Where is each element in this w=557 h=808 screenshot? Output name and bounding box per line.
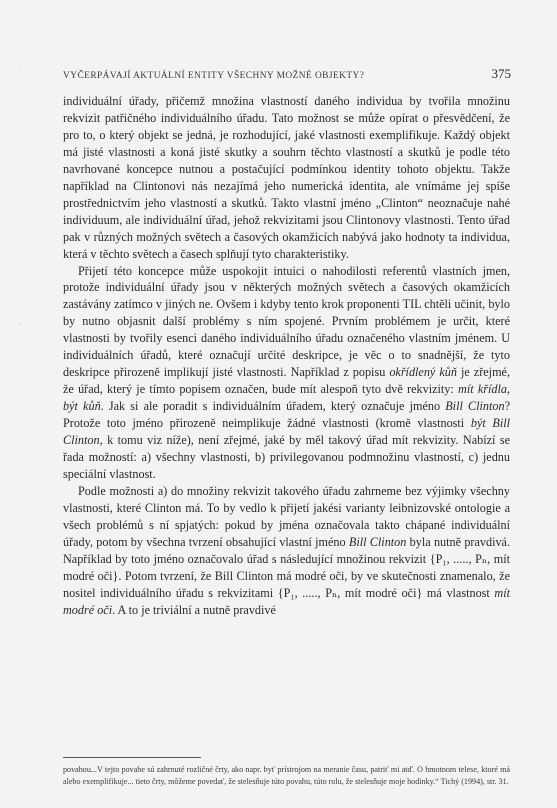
italic-phrase: Bill Clinton (445, 399, 505, 414)
paragraph (63, 93, 510, 263)
text-run: Přijetí této koncepce může uspokojit intuici o nahodilosti referentů vlastních jmen, protože individuální úřady jsou v některých možných světech a časových okamžicích zastávány zatímco v jiných ne. Ovšem i kdyby tento krok proponenti TIL chtěli učinit, bylo by nutno objasnit další problémy s ním spojené. Prvním problémem je určit, které vlastnosti by tvořily esenci daného individuálního úřadu označeného vlastním jménem. U individuálních úřadů, které označují určité deskripce, je věc o to snadnější, že tyto deskripce přirozeně implikují jisté vlastnosti. Například z popisu (63, 263, 510, 380)
text-run: Podle možnosti a) do množiny rekvizit takového úřadu zahrneme bez výjimky všechny vlastnosti, které Clinton má. To by vedlo k přijetí jakési varianty leibnizovské ontologie a všech problémů s ní spjatých: pokud by jména označovala takto chápané individuální úřady, potom by všechna tvrzení obsahující vlastní jméno (63, 483, 510, 549)
margin-mark: · (18, 320, 21, 330)
italic-phrase: být Bill Clinton (63, 416, 510, 448)
italic-phrase: Bill Clinton (348, 534, 407, 549)
italic-phrase: okřídlený kůň (389, 365, 457, 380)
body-text (63, 93, 510, 619)
text-run: je zřejmé, že úřad, který je tímto popisem označen, bude mít alespoň tyto dvě rekvizity: (63, 365, 511, 397)
text-run: byla nutně pravdivá. Například by toto jméno označovalo úřad s následující množinou rekvizit {P₁, ....., Pₙ, mít modré oči}. Potom tvrzení, že Bill Clinton má modré oči, by ve skutečnosti znamenalo, že nositel individuálního úřadu s rekvizitami {P₁, ....., Pₙ, mít modré oči} má vlastnost (63, 534, 511, 600)
italic-phrase: mít křídla, být kůň (63, 382, 510, 414)
page-header (63, 66, 511, 82)
footnote-text: povahou...V tejto povahe sú zahrnuté rozličné črty, ako napr. byť prístrojom na meranie času, patriť mi atď. O hmotnom telese, ktoré má alebo exemplifikuje... tieto črty, môžeme povedať, že stelesňuje túto povahu, túto rolu, že stelesňuje moje hodinky.“ Tichý (1994), str. 31. (63, 765, 510, 786)
italic-phrase: mít modré oči (63, 585, 510, 617)
text-run: ? Protože toto jméno přirozeně neimplikuje žádné vlastnosti (kromě vlastnosti (63, 399, 510, 431)
paragraph (63, 483, 510, 619)
margin-mark: · (18, 66, 21, 76)
running-title: VYČERPÁVAJÍ AKTUÁLNÍ ENTITY VŠECHNY MOŽNÉ OBJEKTY? (63, 71, 365, 81)
text-run: , k tomu viz níže), není zřejmé, jaké by měl takový úřad mít rekvizity. Nabízí se řada možností: a) všechny vlastnosti, b) privilegovanou podmnožinu vlastností, c) jednu speciální vlastnost. (63, 433, 510, 481)
page-number: 375 (491, 66, 511, 81)
text-run: . Jak si ale poradit s individuálním úřadem, který označuje jméno (100, 399, 446, 414)
footnote-rule (63, 757, 201, 758)
paragraph (63, 263, 510, 483)
text-run: . A to je triviální a nutně pravdivé (112, 602, 276, 617)
text-run: individuální úřady, přičemž množina vlastností daného individua by tvořila množinu rekvizit patřičného individuálního úřadu. Tato možnost se může opírat o přesvědčení, že pro to, o který objekt se jedná, je rozhodující, jaké vlastnosti exemplifikuje. Každý objekt má jisté vlastnosti a koná jisté skutky a souhrn těchto vlastností a skutků je podle této navrhované koncepce nutnou a postačující podmínkou identity tohoto objektu. Takže například na Clintonovi nás nezajímá jeho numerická identita, ale vnímáme jej spíše prostřednictvím jeho vlastností a skutků. Takto vlastní jméno „Clinton“ neoznačuje nahé individuum, ale individuální úřad, jehož rekvizitami jsou Clintonovy vlastnosti. Tento úřad pak v různých možných světech a časových okamžicích nabývá jako hodnoty ta individua, která v těchto světech a časech splňují tyto charakteristiky. (63, 94, 510, 261)
footnote (63, 764, 510, 787)
